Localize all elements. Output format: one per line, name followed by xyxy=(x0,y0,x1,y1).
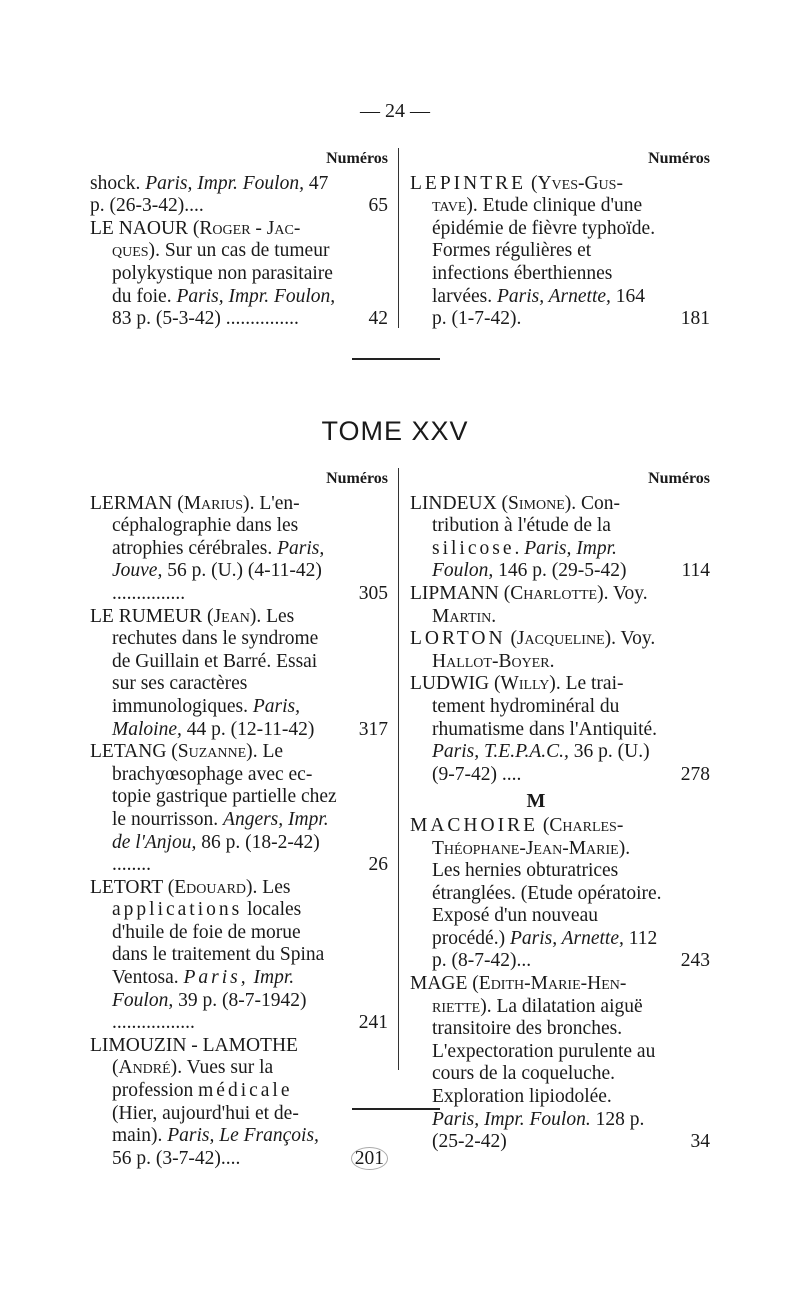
index-entry: shock. Paris, Impr. Foulon, 47 p. (26-3-42).... 65 xyxy=(90,172,388,217)
entry-number: 114 xyxy=(681,560,710,582)
entry-number: 65 xyxy=(368,195,388,217)
bottom-right-column xyxy=(410,468,710,1154)
column-header: Numéros xyxy=(648,470,710,487)
column-divider xyxy=(398,148,399,328)
entry-number: 34 xyxy=(690,1131,710,1153)
section-letter: M xyxy=(526,790,546,813)
page-number: — 24 — xyxy=(360,100,430,122)
index-entry: LETANG (Suzanne). Le brachyœsophage avec ectopie gastrique partielle chez le nourrisson. Angers, Impr. de l'Anjou, 86 p. (18-2-42) ........ 26 xyxy=(90,741,388,876)
index-entry: MAGE (Edith-Marie-Henriette). La dilatation aiguë transitoire des bronches. L'expectoration purulente au cours de la coqueluche. Exploration lipiodolée. Paris, Impr. Foulon. 128 p. (25-2-42) 34 xyxy=(410,973,710,1153)
entry-number: 42 xyxy=(368,308,388,330)
entry-number: 278 xyxy=(680,763,710,785)
index-entry: LERMAN (Marius). L'encéphalographie dans les atrophies cérébrales. Paris, Jouve, 56 p. (U.) (4-11-42) ............... 305 xyxy=(90,492,388,604)
index-entry: LETORT (Edouard). Les applications locales d'huile de foie de morue dans le traitement du Spina Ventosa. Paris, Impr. Foulon, 39 p. (8-7-1942) ................. 241 xyxy=(90,876,388,1034)
section-rule xyxy=(352,358,440,360)
top-left-column xyxy=(90,148,388,331)
index-entry: LINDEUX (Simone). Contribution à l'étude de la silicose. Paris, Impr. Foulon, 146 p. (29-5-42) 114 xyxy=(410,492,710,582)
entry-number xyxy=(351,1148,388,1171)
entry-number: 317 xyxy=(358,718,388,740)
index-entry: LIMOUZIN - LAMOTHE (André). Vues sur la profession médicale (Hier, aujourd'hui et demain). Paris, Le François, 56 p. (3-7-42).... 201 xyxy=(112,1035,388,1171)
index-entry: LORTON (Jacqueline). Voy. Hallot-Boyer. xyxy=(410,628,656,672)
bottom-left-column xyxy=(90,468,388,1170)
index-entry: LE RUMEUR (Jean). Les rechutes dans le syndrome de Guillain et Barré. Essai sur ses caractères immunologiques. Paris, Maloine, 44 p. (12-11-42) 317 xyxy=(90,605,388,740)
column-header: Numéros xyxy=(326,150,388,167)
index-entry: MACHOIRE (Charles-Théophane-Jean-Marie). Les hernies obturatrices étranglées. (Etude opératoire. Exposé d'un nouveau procédé.) Paris, Arnette, 112 p. (8-7-42)... 243 xyxy=(410,814,710,972)
entry-number: 181 xyxy=(680,308,710,330)
section-rule xyxy=(352,1108,440,1110)
entry-number: 26 xyxy=(368,854,388,876)
index-entry: LE NAOUR (Roger - Jacques). Sur un cas de tumeur polykystique non parasitaire du foie. Paris, Impr. Foulon, 83 p. (5-3-42) ............... 42 xyxy=(90,217,388,330)
index-entry: LEPINTRE (Yves-Gustave). Etude clinique d'une épidémie de fièvre typhoïde. Formes régulières et infections éberthiennes larvées. Paris, Arnette, 164 p. (1-7-42). 181 xyxy=(410,172,710,330)
column-header: Numéros xyxy=(326,470,388,487)
column-divider xyxy=(398,468,399,1070)
tome-title: TOME XXV xyxy=(321,416,469,446)
index-entry: LUDWIG (Willy). Le traitement hydrominéral du rhumatisme dans l'Antiquité. Paris, T.E.P.A.C., 36 p. (U.) (9-7-42) .... 278 xyxy=(410,673,710,785)
index-entry: LIPMANN (Charlotte). Voy. Martin. xyxy=(410,582,648,627)
entry-number: 243 xyxy=(680,950,710,972)
top-right-column xyxy=(410,148,710,331)
entry-number: 305 xyxy=(358,582,388,604)
circled-number: 201 xyxy=(351,1147,388,1170)
entry-number: 241 xyxy=(358,1012,388,1034)
column-header: Numéros xyxy=(648,150,710,167)
